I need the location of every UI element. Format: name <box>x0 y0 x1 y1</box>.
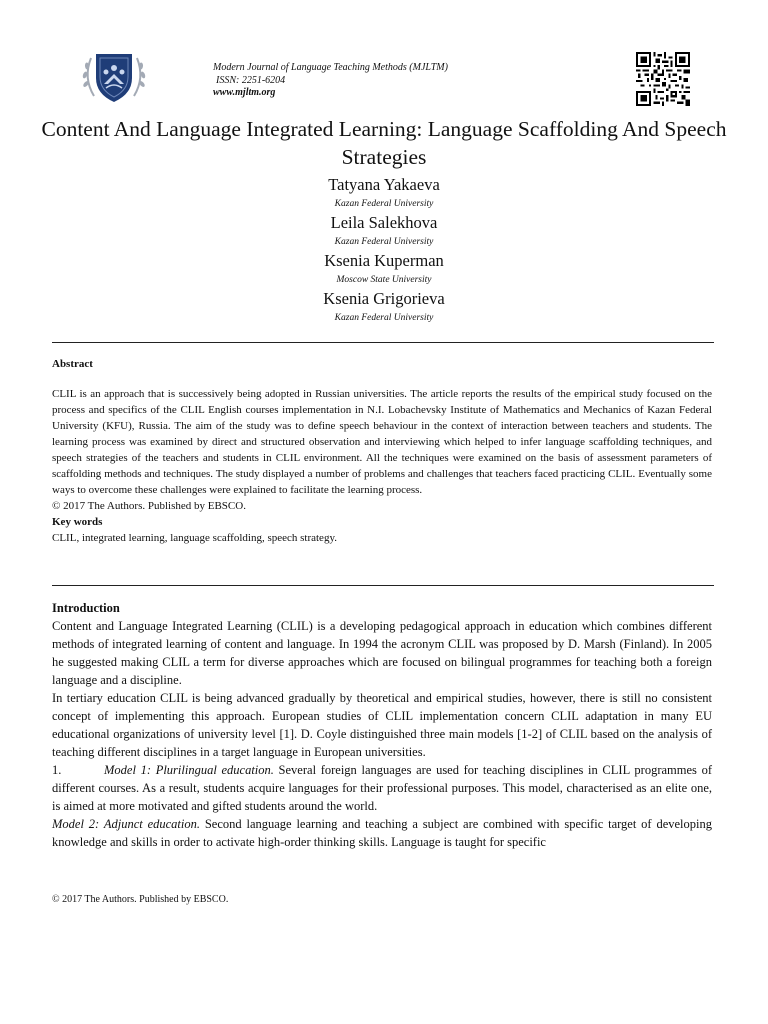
introduction-heading: Introduction <box>52 601 120 615</box>
divider-top <box>52 342 714 343</box>
introduction-paragraph: In tertiary education CLIL is being advanced gradually by theoretical and empirical studies, however, there is still no consistent concept of implementing this approach. European studies of CLIL implementation concern CLIL adaptation in many EU educational organizations of university level [1]. D. Coyle distinguished three main models [1-2] of CLIL based on the analysis of teaching different disciplines in a target language in European universities. <box>52 691 712 759</box>
list-number: 1. <box>52 763 62 777</box>
introduction-paragraph: Content and Language Integrated Learning (CLIL) is a developing pedagogical approach in education which combines different methods of integrated learning of content and language. In 1994 the acronym CLIL was proposed by D. Marsh (Finland). In 2005 he suggested making CLIL a term for diverse approaches which are focused on bilingual programmes for teaching both a foreign language and a discipline. <box>52 619 712 687</box>
model-1-item <box>52 761 712 815</box>
model-2-label: Model 2: Adjunct education. <box>52 817 200 831</box>
divider-bottom <box>52 585 714 586</box>
page-footer-copyright: © 2017 The Authors. Published by EBSCO. <box>52 894 229 905</box>
model-1-label: Model 1: Plurilingual education. <box>104 763 274 777</box>
author-affiliation: Moscow State University <box>336 275 432 285</box>
author-affiliation: Kazan Federal University <box>334 313 434 323</box>
author-entry <box>0 212 768 250</box>
abstract-section <box>52 356 712 546</box>
author-name: Tatyana Yakaeva <box>328 175 440 194</box>
keywords-heading: Key words <box>52 516 103 528</box>
journal-info <box>213 62 448 100</box>
journal-url[interactable]: www.mjltm.org <box>213 87 276 98</box>
author-affiliation: Kazan Federal University <box>334 199 434 209</box>
author-name: Ksenia Kuperman <box>324 251 444 270</box>
introduction-section <box>52 599 712 851</box>
author-affiliation: Kazan Federal University <box>334 237 434 247</box>
journal-name: Modern Journal of Language Teaching Methods (MJLTM) <box>213 62 448 73</box>
journal-issn: ISSN: 2251-6204 <box>216 74 286 86</box>
model-1-text: Several foreign languages are used for teaching disciplines in CLIL programmes of different courses. As a result, students acquire languages for their professional purposes. This model, characterised as an elite one, is aimed at more motivated and gifted students around the world. <box>52 763 712 813</box>
author-entry <box>0 288 768 326</box>
author-list <box>0 174 768 326</box>
qr-code-icon <box>636 52 690 106</box>
model-2-text: Second language learning and teaching a subject are combined with specific target of developing knowledge and skills in order to activate high-order thinking skills. Language is taught for specific <box>52 817 712 849</box>
abstract-heading: Abstract <box>52 358 93 370</box>
abstract-text: CLIL is an approach that is successively being adopted in Russian universities. The article reports the results of the empirical study focused on the process and specifics of the CLIL English courses implementation in N.I. Lobachevsky Institute of Mathematics and Mechanics of Kazan Federal University (KFU), Russia. The aim of the study was to define speech behaviour in the context of interaction between teachers and students. The learning process was examined by direct and structured observation and interviewing which helped to infer language scaffolding techniques, and speech strategies of the teachers and students in CLIL environment. All the techniques were examined on the basis of assessment parameters of scaffolding methods and techniques. The study displayed a number of problems and challenges that teachers faced practicing CLIL. Eventually some ways to overcome these challenges were explained to facilitate the learning process. <box>52 388 712 496</box>
keywords-text: CLIL, integrated learning, language scaffolding, speech strategy. <box>52 532 337 544</box>
author-name: Leila Salekhova <box>330 213 438 232</box>
author-entry <box>0 174 768 212</box>
paper-title: Content And Language Integrated Learning: Language Scaffolding And Speech Strategies <box>41 117 727 169</box>
author-name: Ksenia Grigorieva <box>323 289 445 308</box>
journal-logo-icon <box>80 44 148 106</box>
author-entry <box>0 250 768 288</box>
abstract-copyright: © 2017 The Authors. Published by EBSCO. <box>52 500 246 512</box>
model-2-item <box>52 815 712 851</box>
